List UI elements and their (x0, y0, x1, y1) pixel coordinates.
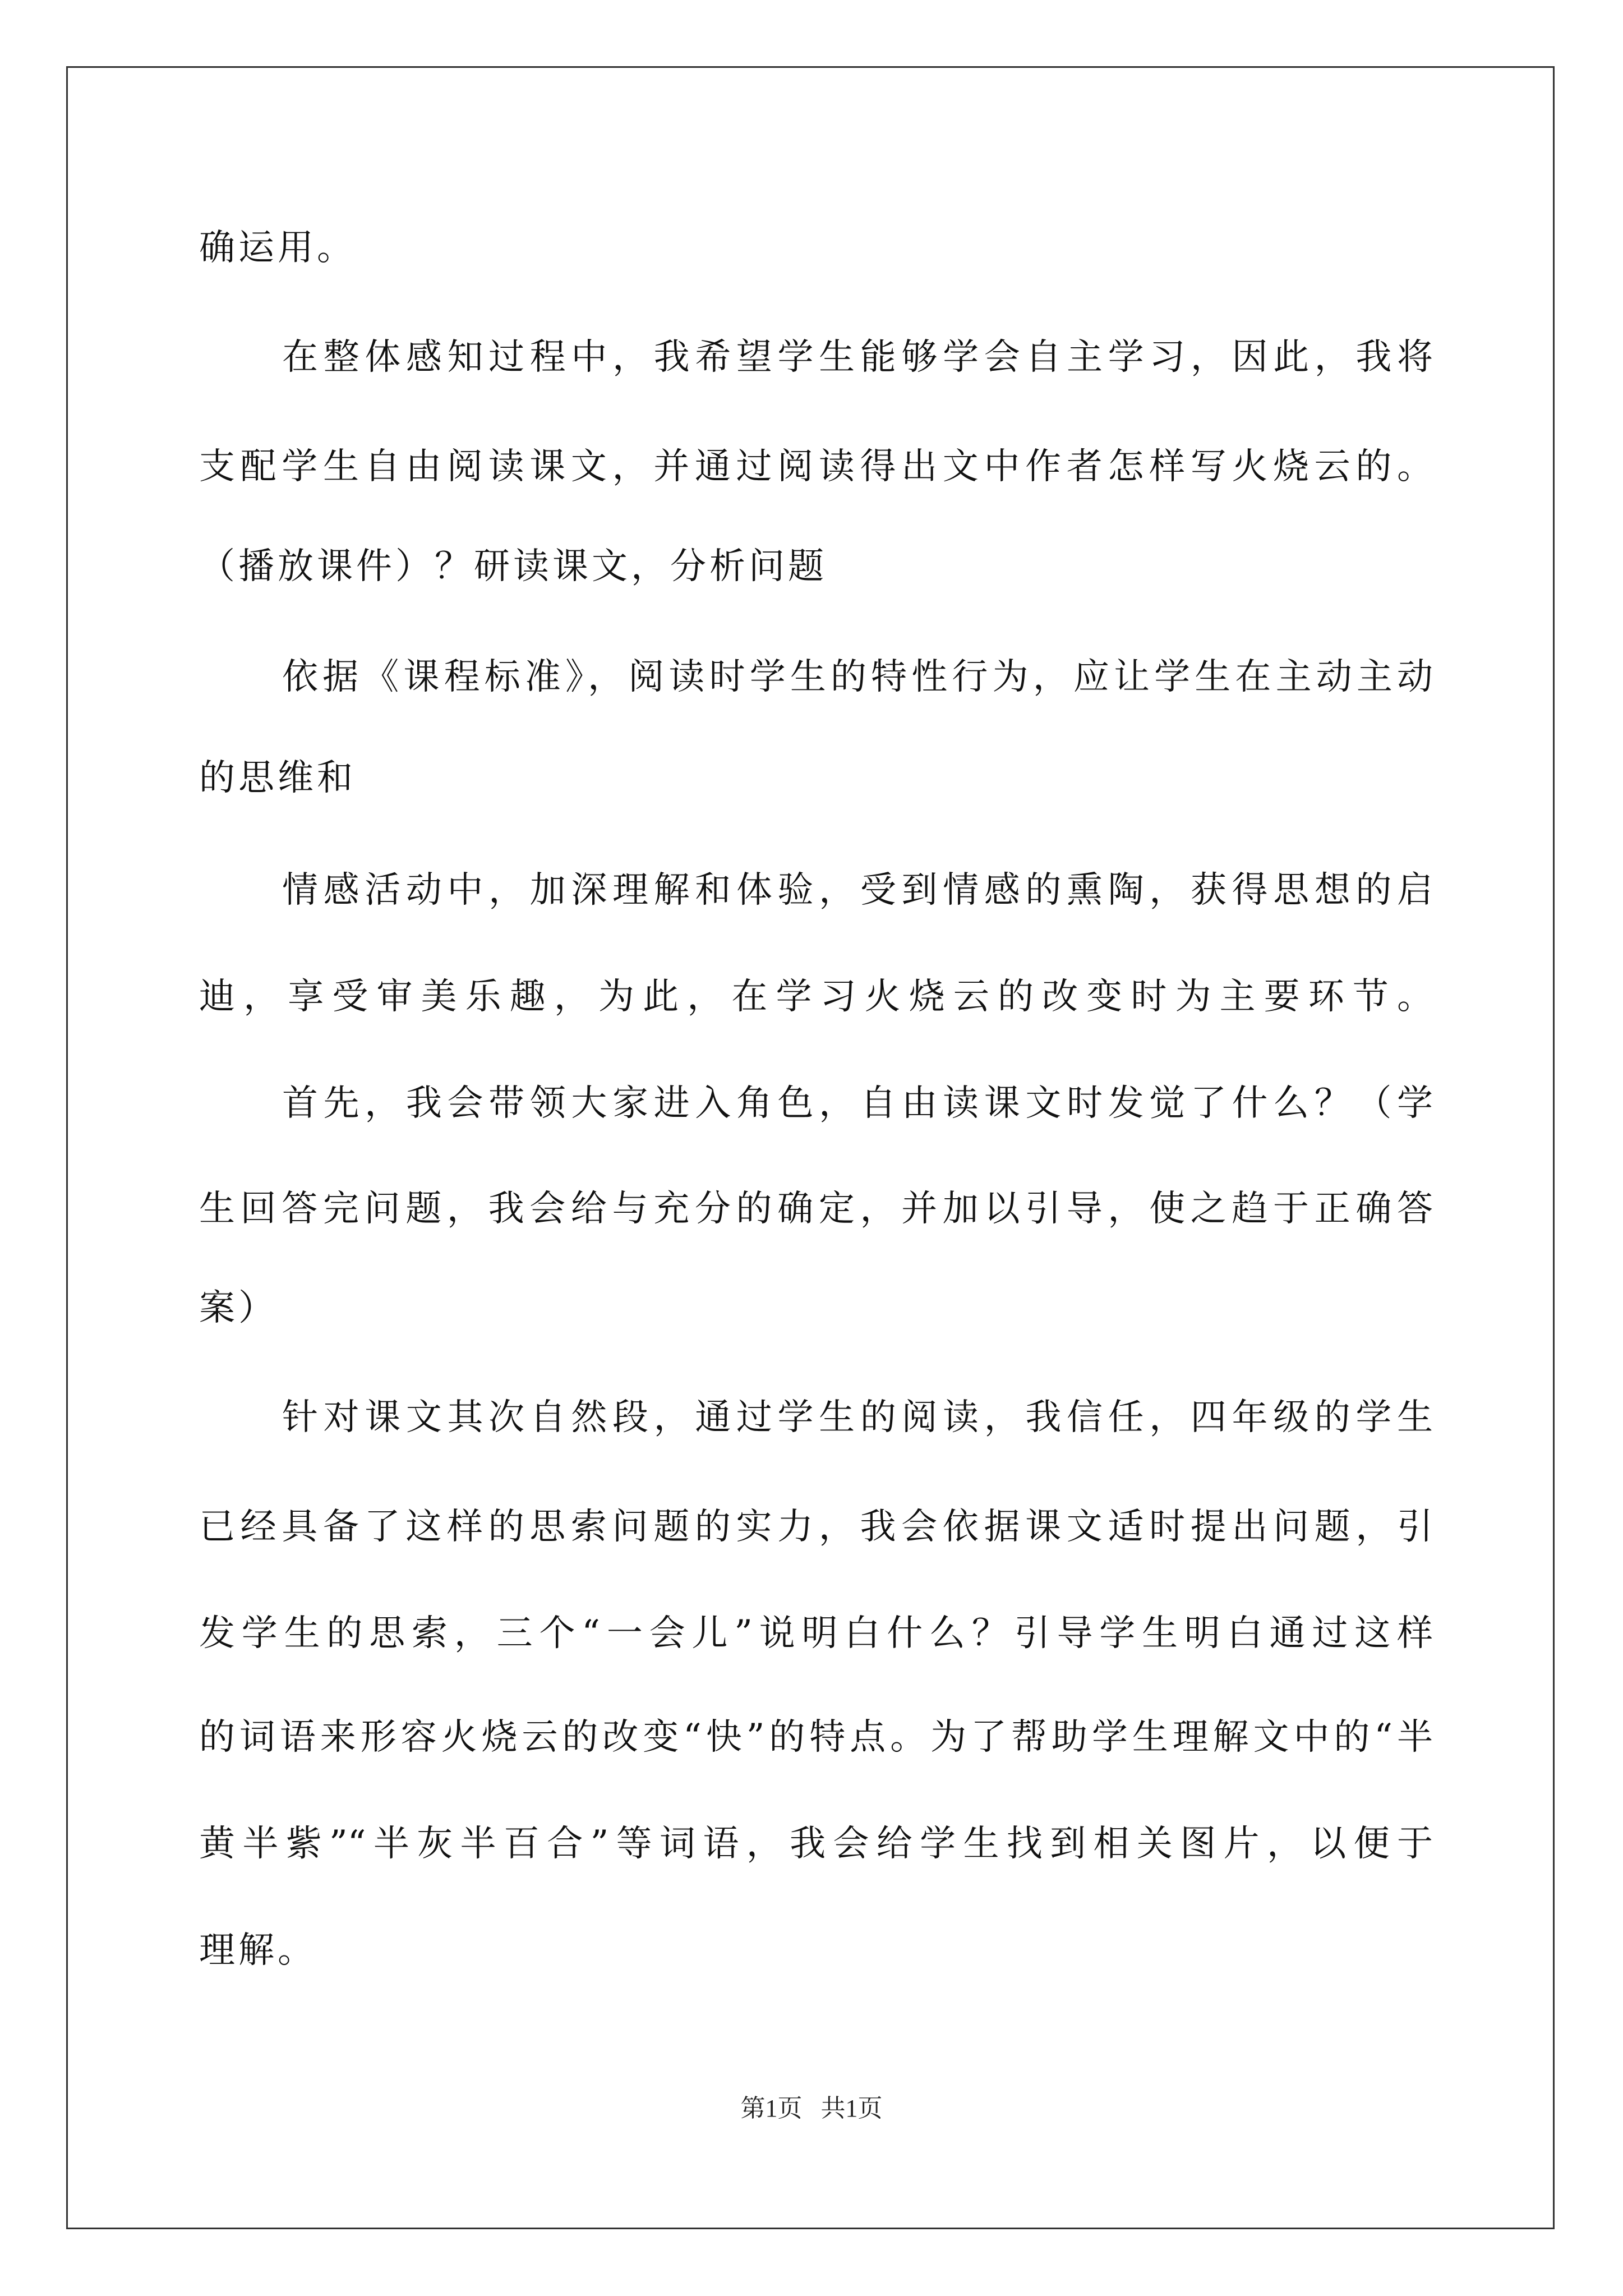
page-border (66, 66, 1555, 2229)
text-line: 迪，享受审美乐趣，为此，在学习火烧云的改变时为主要环节。 (199, 976, 1433, 1018)
text-line: 案） (199, 1287, 278, 1329)
text-line: 的词语来形容火烧云的改变“快”的特点。为了帮助学生理解文中的“半 (199, 1717, 1433, 1758)
page-number-footer: 第1页 共1页 (740, 2095, 883, 2122)
text-line: 的思维和 (199, 757, 356, 799)
text-line: 确运用。 (199, 227, 356, 269)
text-line: 首先，我会带领大家进入角色，自由读课文时发觉了什么？（学 (282, 1083, 1433, 1124)
text-line: 已经具备了这样的思索问题的实力，我会依据课文适时提出问题，引 (199, 1506, 1433, 1548)
text-line: 发学生的思索，三个“一会儿”说明白什么？引导学生明白通过这样 (199, 1613, 1433, 1654)
text-line: 生回答完问题，我会给与充分的确定，并加以引导，使之趋于正确答 (199, 1188, 1433, 1230)
text-line: 依据《课程标准》，阅读时学生的特性行为，应让学生在主动主动 (282, 656, 1433, 698)
text-line: （播放课件）？研读课文，分析问题 (199, 546, 827, 587)
text-line: 支配学生自由阅读课文，并通过阅读得出文中作者怎样写火烧云的。 (199, 446, 1433, 487)
text-line: 黄半紫”“半灰半百合”等词语，我会给学生找到相关图片，以便于 (199, 1823, 1433, 1865)
text-line: 情感活动中，加深理解和体验，受到情感的熏陶，获得思想的启 (282, 869, 1433, 911)
text-line: 在整体感知过程中，我希望学生能够学会自主学习，因此，我将 (282, 337, 1433, 378)
text-line: 针对课文其次自然段，通过学生的阅读，我信任，四年级的学生 (282, 1397, 1433, 1438)
text-line: 理解。 (199, 1930, 317, 1971)
